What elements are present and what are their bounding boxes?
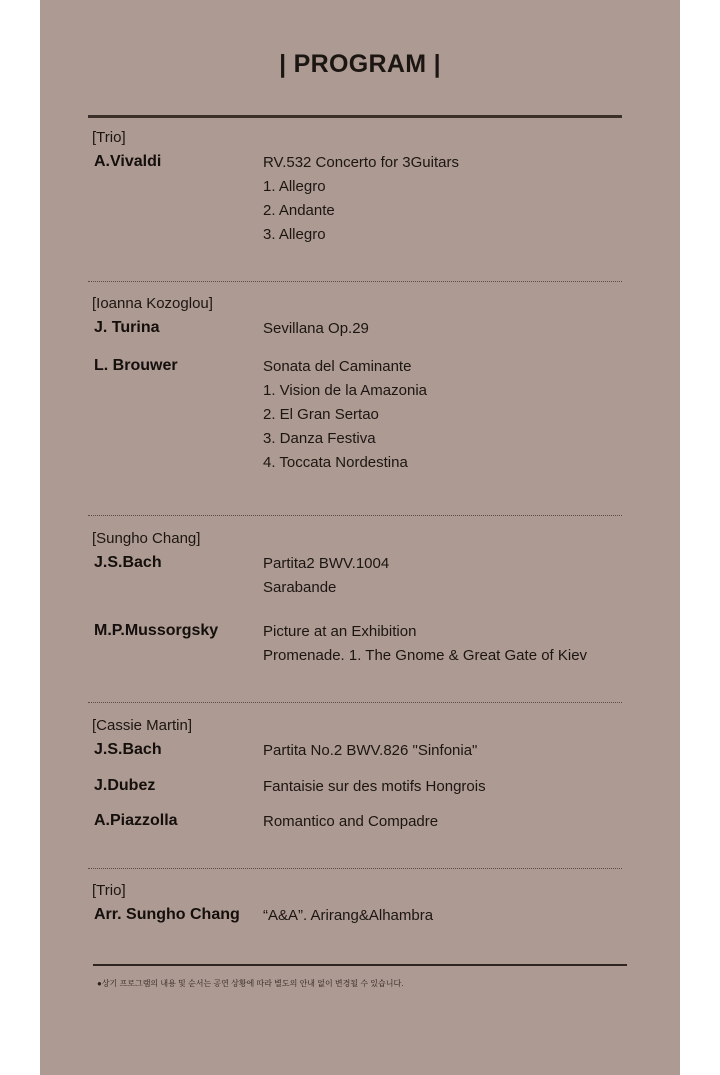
work-line: RV.532 Concerto for 3Guitars (263, 154, 459, 171)
work-line: 3. Allegro (263, 226, 326, 243)
work-line: Partita No.2 BWV.826 "Sinfonia" (263, 742, 478, 759)
performer-label: [Trio] (92, 882, 126, 899)
work-line: 1. Allegro (263, 178, 326, 195)
work-line: 2. El Gran Sertao (263, 406, 379, 423)
composer-name: J.S.Bach (94, 741, 162, 758)
title-divider (88, 115, 622, 118)
composer-name: J.S.Bach (94, 554, 162, 571)
work-line: Romantico and Compadre (263, 813, 439, 830)
program-panel (40, 0, 680, 1075)
performer-label: [Cassie Martin] (92, 717, 193, 734)
work-line: Sonata del Caminante (263, 358, 412, 375)
work-line: Partita2 BWV.1004 (263, 555, 390, 572)
work-line: 1. Vision de la Amazonia (263, 382, 427, 399)
performer-label: [Trio] (92, 129, 126, 146)
work-line: Promenade. 1. The Gnome & Great Gate of Kiev (263, 647, 588, 664)
section-divider (88, 868, 622, 869)
section-divider (88, 515, 622, 516)
work-line: Picture at an Exhibition (263, 623, 417, 640)
footer-divider (93, 964, 627, 966)
work-line: 3. Danza Festiva (263, 430, 376, 447)
program-title: | PROGRAM | (279, 50, 441, 78)
footer-note: ●상기 프로그램의 내용 및 순서는 공연 상황에 따라 별도의 안내 없이 변경될 수 있습니다. (97, 979, 404, 988)
composer-name: A.Vivaldi (94, 153, 162, 170)
work-line: Sevillana Op.29 (263, 320, 369, 337)
work-line: 2. Andante (263, 202, 335, 219)
composer-name: M.P.Mussorgsky (94, 622, 219, 639)
section-divider (88, 702, 622, 703)
performer-label: [Sungho Chang] (92, 530, 201, 547)
section-divider (88, 281, 622, 282)
composer-name: Arr. Sungho Chang (94, 906, 240, 923)
composer-name: J.Dubez (94, 777, 156, 794)
composer-name: L. Brouwer (94, 357, 178, 374)
performer-label: [Ioanna Kozoglou] (92, 295, 213, 312)
work-line: Sarabande (263, 579, 337, 596)
work-line: “A&A”. Arirang&Alhambra (263, 907, 434, 924)
composer-name: A.Piazzolla (94, 812, 178, 829)
composer-name: J. Turina (94, 319, 160, 336)
work-line: Fantaisie sur des motifs Hongrois (263, 778, 486, 795)
work-line: 4. Toccata Nordestina (263, 454, 408, 471)
